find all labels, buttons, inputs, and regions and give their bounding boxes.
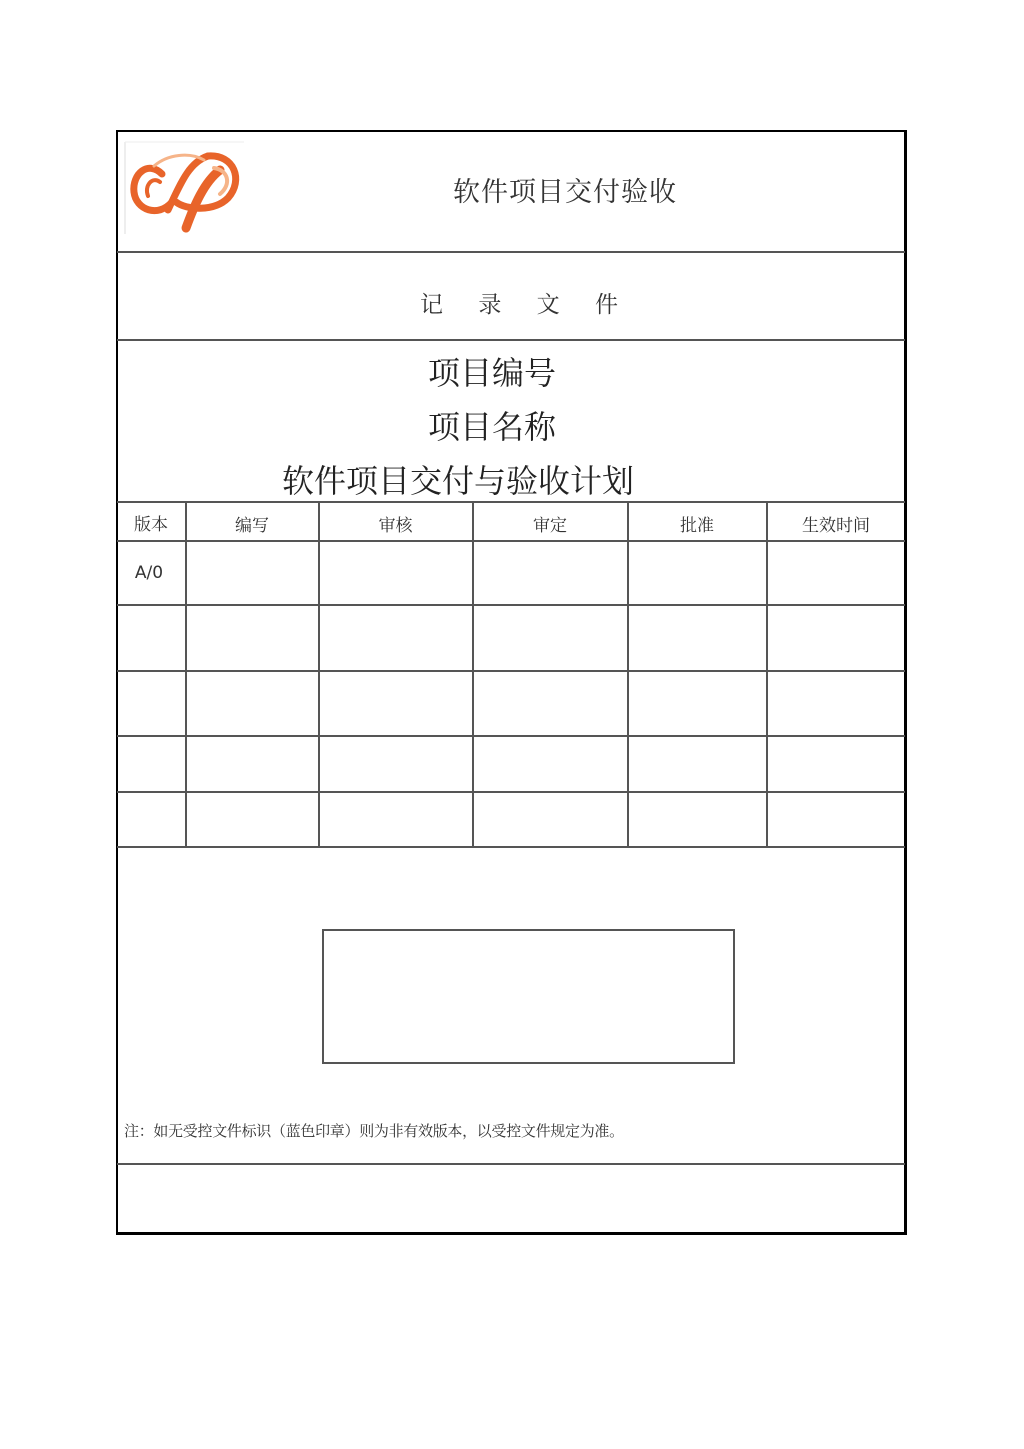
divider-table-header — [117, 540, 905, 542]
divider-footer — [117, 1163, 905, 1165]
table-header-effective-date: 生效时间 — [802, 516, 870, 536]
table-header-author: 编写 — [235, 516, 269, 536]
plan-title: 软件项目交付与验收计划 — [282, 462, 635, 500]
table-header-approve: 批准 — [680, 516, 714, 536]
table-col-divider — [185, 502, 187, 847]
controlled-document-note: 注：如无受控文件标识（蓝色印章）则为非有效版本，以受控文件规定为准。 — [124, 1122, 624, 1140]
table-col-divider — [627, 502, 629, 847]
project-name-label: 项目名称 — [428, 408, 557, 446]
project-number-label: 项目编号 — [428, 354, 557, 392]
divider-row-3 — [117, 735, 905, 737]
table-header-verify: 审定 — [533, 516, 567, 536]
control-stamp-area — [322, 929, 735, 1064]
table-cell-version: A/0 — [134, 563, 164, 583]
table-col-divider — [472, 502, 474, 847]
divider-row-2 — [117, 670, 905, 672]
divider-table-bottom — [117, 846, 905, 848]
company-logo — [124, 140, 246, 236]
document-header-title: 软件项目交付验收 — [453, 177, 677, 208]
divider-record — [117, 339, 905, 341]
divider-header — [117, 251, 905, 253]
divider-row-4 — [117, 791, 905, 793]
record-document-label: 记 录 文 件 — [420, 292, 632, 318]
table-col-divider — [318, 502, 320, 847]
table-col-divider — [766, 502, 768, 847]
divider-row-1 — [117, 604, 905, 606]
table-header-review: 审核 — [378, 516, 413, 536]
table-header-version: 版本 — [134, 515, 168, 535]
